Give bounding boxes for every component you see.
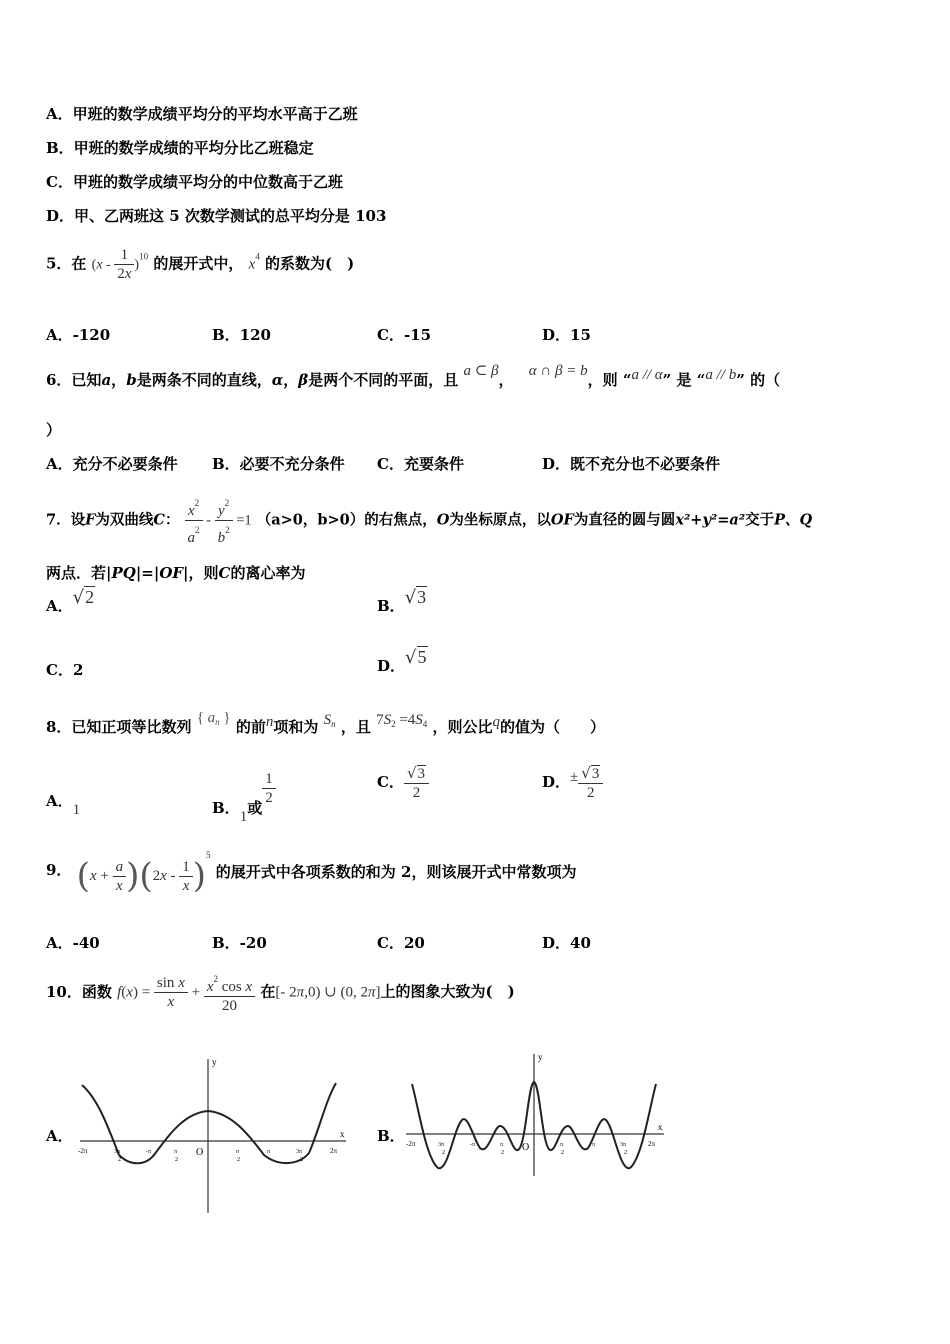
- graph-b-tick-npi2: π: [500, 1142, 504, 1148]
- q5-option-a: A．-120: [46, 326, 111, 344]
- graph-a-tick-p3pi2-den: 2: [300, 1157, 303, 1163]
- q10-function: f(x) = $\frac{\text{sin x}}{x}$ + $\frac{x^2 \cos x}{20}$: [117, 970, 255, 1015]
- q6-statement-1: a // α: [631, 367, 663, 383]
- q9-option-a: A．-40: [46, 934, 100, 952]
- q10-graph-b: [404, 1050, 668, 1180]
- graph-b-tick-ppi2-den: 2: [561, 1150, 564, 1156]
- q9-option-c: C．20: [377, 934, 425, 952]
- q10-option-a: A．: [46, 1127, 73, 1145]
- graph-b-tick-npi2-den: 2: [501, 1150, 504, 1156]
- graph-b-tick-ppi2: π: [560, 1142, 564, 1148]
- q5-option-d: D．15: [542, 326, 591, 344]
- graph-b-origin: O: [522, 1142, 530, 1153]
- graph-b-tick-pi: π: [592, 1142, 596, 1148]
- q6-condition-2: α ∩ β = b: [528, 363, 588, 379]
- q7-stem: 7．设F为双曲线C： $\frac{x^2}{a^2}$ - $\frac{y^2}{b^2}$ =1 （a>0，b>0）的右焦点，O为坐标原点，以OF为直径的圆与圆x²+y²=a²交于P、Q: [46, 494, 812, 547]
- q7-hyperbola-equation: $\frac{x^2}{a^2}$ - $\frac{y^2}{b^2}$ =1: [185, 494, 252, 547]
- q8-option-d: D．± $\frac{√3}{2}$: [542, 764, 603, 802]
- q10-option-b: B．: [377, 1127, 405, 1145]
- graph-a-tick-p3pi2: 3π: [296, 1149, 303, 1155]
- graph-a-tick-npi: -π: [146, 1149, 152, 1155]
- graph-a-tick-pos2pi: 2π: [330, 1147, 338, 1155]
- graph-b-tick-p3pi2: 3π: [620, 1142, 627, 1148]
- graph-b-tick-p3pi2-den: 2: [624, 1150, 627, 1156]
- q6-stem: 6．已知a，b是两条不同的直线，α，β是两个不同的平面，且 a ⊂ β， α ∩ β = b，则 “a // α” 是 “a // b” 的（: [46, 363, 781, 389]
- q5-option-c: C．-15: [377, 326, 432, 344]
- graph-b-tick-neg2pi: -2π: [406, 1140, 416, 1148]
- q6-close-paren: ）: [46, 421, 62, 439]
- q6-option-d: D．既不充分也不必要条件: [542, 455, 721, 473]
- q7-option-c: C．2: [46, 661, 84, 679]
- q7-option-b: B．√3: [377, 587, 427, 615]
- q9-expression: (x + $\frac{a}{x}$ )(2x - $\frac{1}{x}$ )$^5$: [76, 850, 211, 896]
- graph-a-y-label: y: [212, 1057, 217, 1067]
- graph-b-x-label: x: [658, 1122, 663, 1132]
- graph-b-tick-npi: -π: [470, 1142, 476, 1148]
- q6-statement-2: a // b: [705, 367, 737, 383]
- q6-option-a: A．充分不必要条件: [46, 455, 178, 473]
- q9-stem: 9． (x + $\frac{a}{x}$ )(2x - $\frac{1}{x}$ )$^5$ 的展开式中各项系数的和为 2，则该展开式中常数项为: [46, 850, 577, 896]
- q8-option-a: A．1: [46, 792, 81, 818]
- graph-a-tick-npi2-den: 2: [175, 1157, 178, 1163]
- q8-stem: 8．已知正项等比数列 { $a_n$ } 的前n项和为 $S_n$ ，且 $7S_2 =4S_4$ ，则公比q的值为（ ）: [46, 710, 606, 736]
- q4-option-d: D．甲、乙两班这 5 次数学测试的总平均分是 103: [46, 207, 387, 225]
- graph-a-tick-neg2pi: -2π: [78, 1147, 88, 1155]
- q8-option-c: C． $\frac{√3}{2}$: [377, 764, 429, 802]
- q9-option-b: B．-20: [212, 934, 267, 952]
- q4-option-a: A．甲班的数学成绩平均分的平均水平高于乙班: [46, 105, 358, 123]
- graph-b-y-label: y: [538, 1052, 543, 1062]
- graph-a-x-label: x: [340, 1129, 345, 1139]
- graph-b-tick-n3pi2: 3π: [438, 1142, 445, 1148]
- q4-option-b: B．甲班的数学成绩的平均分比乙班稳定: [46, 139, 314, 157]
- q6-condition-1: a ⊂ β: [463, 363, 499, 379]
- q6-option-b: B．必要不充分条件: [212, 455, 345, 473]
- q7-stem-line2: 两点．若|PQ|=|OF|，则C的离心率为: [46, 564, 306, 582]
- q6-option-c: C．充要条件: [377, 455, 464, 473]
- graph-a-tick-pi: π: [267, 1149, 271, 1155]
- q7-option-d: D．√5: [377, 647, 427, 675]
- graph-a-tick-ppi2-den: 2: [237, 1157, 240, 1163]
- q4-option-c: C．甲班的数学成绩平均分的中位数高于乙班: [46, 173, 343, 191]
- graph-a-tick-ppi2: π: [236, 1149, 240, 1155]
- q7-option-a: A．√2: [46, 587, 95, 615]
- q8-option-b: B．1或 $\frac{1}{2}$: [212, 770, 276, 807]
- q5-option-b: B．120: [212, 326, 271, 344]
- graph-b-tick-pos2pi: 2π: [648, 1140, 656, 1148]
- q5-expression: (x - $\frac{1}{2x}$ )$^{10}$: [91, 247, 149, 282]
- q10-graph-a: [74, 1055, 354, 1217]
- q10-stem: 10．函数 f(x) = $\frac{\text{sin x}}{x}$ + $\frac{x^2 \cos x}{20}$ 在[- 2π,0) ∪ (0, 2π]上的图象大致为( ): [46, 970, 515, 1015]
- graph-a-tick-npi2: π: [174, 1149, 178, 1155]
- graph-a-tick-n3pi2: 3π: [114, 1149, 121, 1155]
- q5-stem: 5．在 (x - $\frac{1}{2x}$ )$^{10}$ 的展开式中， $x^4$ 的系数为( ): [46, 247, 355, 282]
- graph-a-tick-n3pi2-den: 2: [118, 1157, 121, 1163]
- graph-b-tick-n3pi2-den: 2: [442, 1150, 445, 1156]
- graph-a-origin: O: [196, 1147, 204, 1158]
- q9-option-d: D．40: [542, 934, 591, 952]
